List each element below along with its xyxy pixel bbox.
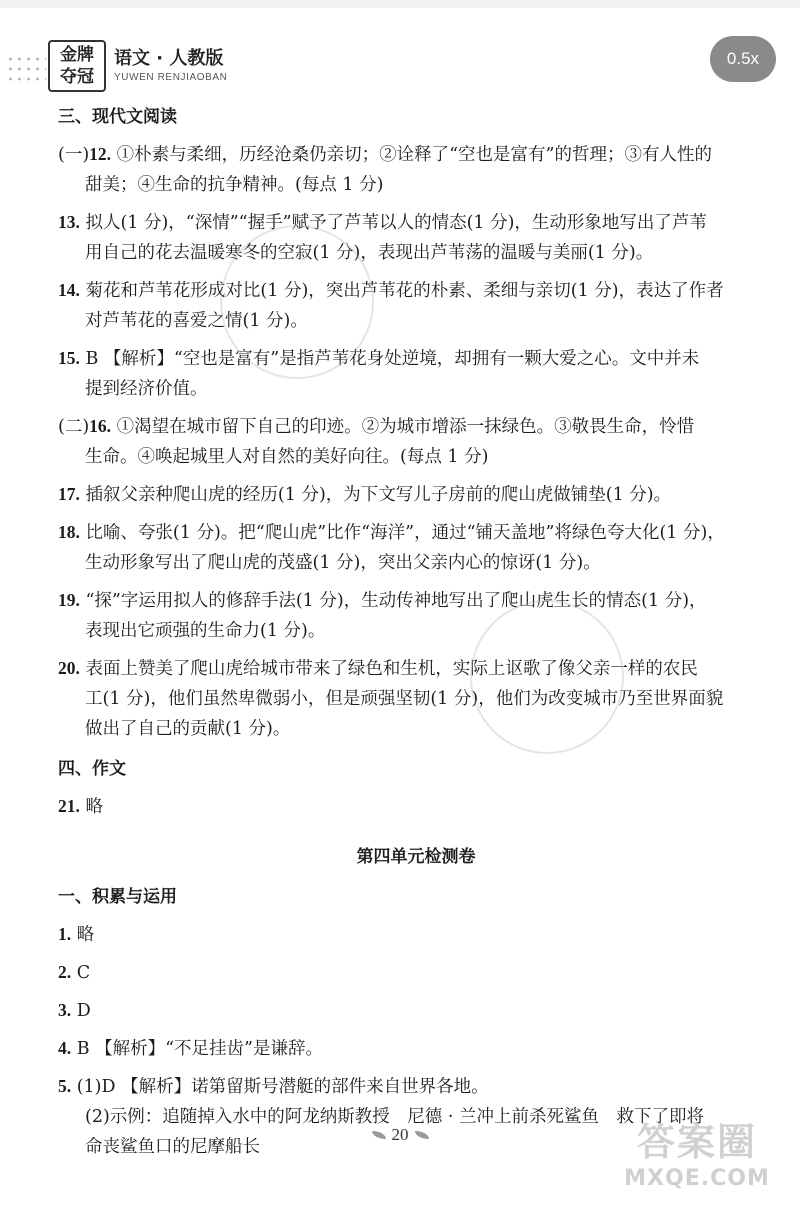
answer-text: D	[71, 1001, 91, 1021]
answer-text: 对芦苇花的喜爱之情(1 分)。	[85, 311, 308, 331]
answer-item-2	[58, 957, 774, 988]
question-number: 20.	[58, 658, 80, 678]
question-number: 17.	[58, 484, 80, 504]
answer-text: 命丧鲨鱼口的尼摩船长	[85, 1137, 260, 1157]
part-prefix: (二)	[58, 417, 90, 437]
answer-text: 工(1 分)，他们虽然卑微弱小，但是顽强坚韧(1 分)，他们为改变城市乃至世界面貌	[85, 689, 724, 709]
answer-text: 菊花和芦苇花形成对比(1 分)，突出芦苇花的朴素、柔细与亲切(1 分)，表达了作者	[79, 281, 724, 301]
watermark-url: MXQE.COM	[624, 1166, 770, 1191]
page-number: 20	[391, 1125, 409, 1144]
question-number: 14.	[58, 280, 80, 300]
leaf-left-icon	[372, 1131, 386, 1139]
part-prefix: (一)	[58, 145, 90, 165]
answer-text: (1)D 【解析】诺第留斯号潜艇的部件来自世界各地。	[71, 1077, 489, 1097]
answer-text: 表面上赞美了爬山虎给城市带来了绿色和生机，实际上讴歌了像父亲一样的农民	[79, 659, 698, 679]
answer-item-14	[58, 275, 774, 336]
answer-item-18	[58, 517, 774, 578]
question-number: 13.	[58, 212, 80, 232]
brand-logo-line2: 夺冠	[60, 67, 94, 87]
section-heading: 三、现代文阅读	[58, 107, 177, 127]
answer-text: 略	[71, 925, 95, 945]
answer-text: 用自己的花去温暖寒冬的空寂(1 分)，表现出芦苇荡的温暖与美丽(1 分)。	[85, 243, 654, 263]
answer-text: ①渴望在城市留下自己的印迹。②为城市增添一抹绿色。③敬畏生命，怜惜	[111, 417, 695, 437]
watermark-stamp	[470, 600, 624, 754]
unit-title: 第四单元检测卷	[356, 847, 476, 867]
answer-text: 表现出它顽强的生命力(1 分)。	[85, 621, 326, 641]
answer-item-19	[58, 585, 774, 646]
question-number: 3.	[58, 1000, 72, 1020]
question-number: 18.	[58, 522, 80, 542]
decorative-dot-grid	[6, 54, 46, 84]
answer-item-17	[58, 479, 774, 510]
series-pinyin: YUWEN RENJIAOBAN	[114, 72, 228, 83]
question-number: 15.	[58, 348, 80, 368]
watermark-logo	[612, 1118, 782, 1204]
answer-text: 甜美；④生命的抗争精神。(每点 1 分)	[85, 175, 384, 195]
answer-text: 拟人(1 分)，“深情”“握手”赋予了芦苇以人的情态(1 分)，生动形象地写出了芦苇	[79, 213, 707, 233]
answer-item-4	[58, 1033, 774, 1064]
answer-item-21	[58, 791, 774, 822]
answer-text: C	[71, 963, 91, 983]
answer-text: B 【解析】“空也是富有”是指芦苇花身处逆境，却拥有一颗大爱之心。文中并未	[79, 349, 700, 369]
answer-content	[58, 102, 774, 1162]
answer-text: 插叙父亲种爬山虎的经历(1 分)，为下文写儿子房前的爬山虎做铺垫(1 分)。	[79, 485, 672, 505]
answer-item-3	[58, 995, 774, 1026]
answer-text: 生命。④唤起城里人对自然的美好向往。(每点 1 分)	[85, 447, 489, 467]
answer-text: 比喻、夸张(1 分)。把“爬山虎”比作“海洋”，通过“铺天盖地”将绿色夸大化(1 分)，	[79, 523, 725, 543]
answer-text: B 【解析】“不足挂齿”是谦辞。	[71, 1039, 324, 1059]
question-number: 2.	[58, 962, 72, 982]
zoom-level-button[interactable]: 0.5x	[710, 36, 776, 82]
answer-text: “探”字运用拟人的修辞手法(1 分)，生动传神地写出了爬山虎生长的情态(1 分)，	[79, 591, 707, 611]
section-heading: 一、积累与运用	[58, 887, 177, 907]
answer-text: ①朴素与柔细，历经沧桑仍亲切；②诠释了“空也是富有”的哲理；③有人性的	[111, 145, 712, 165]
question-number: 21.	[58, 796, 80, 816]
section-heading: 四、作文	[58, 759, 126, 779]
answer-item-12	[58, 139, 774, 200]
answer-text: 略	[79, 797, 103, 817]
answer-item-15	[58, 343, 774, 404]
watermark-logo-text: 答案圈	[636, 1120, 757, 1164]
question-number: 4.	[58, 1038, 72, 1058]
question-number: 1.	[58, 924, 72, 944]
series-title: 语文 · 人教版	[114, 48, 224, 69]
answer-text: 生动形象写出了爬山虎的茂盛(1 分)，突出父亲内心的惊讶(1 分)。	[85, 553, 601, 573]
answer-item-13	[58, 207, 774, 268]
top-strip	[0, 0, 800, 8]
answer-item-20	[58, 653, 774, 744]
answer-text: (2)示例：追随掉入水中的阿龙纳斯教授 尼德 · 兰冲上前杀死鲨鱼 救下了即将	[85, 1107, 704, 1127]
question-number: 19.	[58, 590, 80, 610]
answer-text: 提到经济价值。	[85, 379, 208, 399]
leaf-right-icon	[415, 1131, 429, 1139]
answer-text: 做出了自己的贡献(1 分)。	[85, 719, 291, 739]
question-number: 16.	[89, 416, 112, 436]
answer-item-1	[58, 919, 774, 950]
brand-logo	[48, 40, 106, 92]
answer-item-16	[58, 411, 774, 472]
watermark-stamp	[220, 225, 374, 379]
question-number: 5.	[58, 1076, 72, 1096]
brand-logo-line1: 金牌	[60, 45, 94, 65]
question-number: 12.	[89, 144, 112, 164]
